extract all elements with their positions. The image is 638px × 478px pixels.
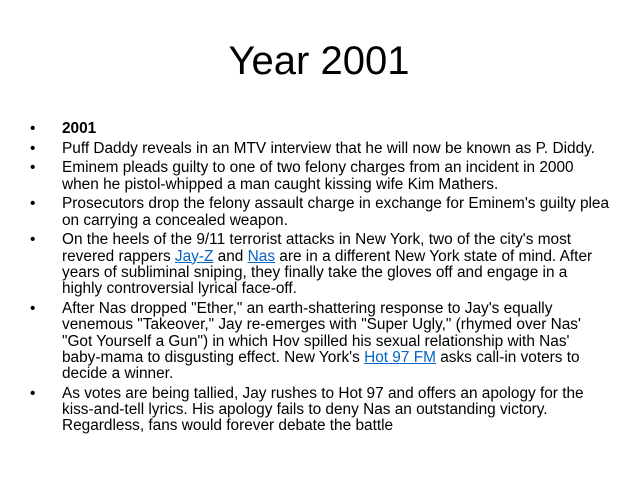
bullet-dot: • [30, 159, 36, 177]
bullet-text-part: are in a different New York state of mind. After years of subliminal sniping, they finally take the gloves off and engage in a highly controversial lyrical face-off. [62, 247, 593, 298]
bullet-item [30, 232, 610, 297]
bullet-dot: • [30, 231, 36, 249]
slide-title: Year 2001 [228, 39, 410, 83]
bullet-item [30, 121, 610, 137]
bullet-text [62, 231, 592, 297]
bullet-text-part: On the heels of the 9/11 terrorist attacks in New York, two of the city's most revered rappers [62, 231, 572, 265]
bullet-text-part: asks call-in voters to decide a winner. [62, 348, 580, 383]
bullet-text [62, 300, 581, 382]
bullet-dot: • [30, 139, 36, 157]
bullet-text: Eminem pleads guilty to one of two felony charges from an incident in 2000 when he pistol-whipped a man caught kissing wife Kim Mathers. [62, 159, 574, 193]
bullet-text: As votes are being tallied, Jay rushes to Hot 97 and offers an apology for the kiss-and-tell lyrics. His apology fails to deny Nas an outstanding victory. Regardless, fans would forever debate the battle [62, 384, 584, 435]
bullet-item [30, 196, 610, 229]
bullet-item [30, 386, 610, 435]
bullet-text: 2001 [62, 120, 97, 137]
bullet-dot: • [30, 120, 36, 137]
hot-97-fm-link[interactable]: Hot 97 FM [364, 348, 436, 366]
bullet-text: Prosecutors drop the felony assault charge in exchange for Eminem's guilty plea on carrying a concealed weapon. [62, 195, 610, 229]
bullet-dot: • [30, 195, 36, 213]
bullet-item [30, 160, 610, 193]
bullet-text: Puff Daddy reveals in an MTV interview that he will now be known as P. Diddy. [62, 139, 595, 157]
bullet-dot: • [30, 299, 36, 317]
bullet-item [30, 141, 610, 157]
bullet-text-part: and [213, 247, 248, 265]
bullet-text-part: After Nas dropped "Ether," an earth-shattering response to Jay's equally venemous "Takeover," Jay re-emerges with "Super Ugly," (rhymed over Nas' "Got Yourself a Gun") in which Hov spilled his sexual relationship with Nas' baby-mama to disgusting effect. New York's [62, 299, 581, 366]
bullet-item [30, 301, 610, 382]
bullet-dot: • [30, 384, 36, 402]
bullet-list [30, 121, 610, 438]
nas-link[interactable]: Nas [247, 247, 276, 265]
jay-z-link[interactable]: Jay-Z [174, 247, 214, 265]
